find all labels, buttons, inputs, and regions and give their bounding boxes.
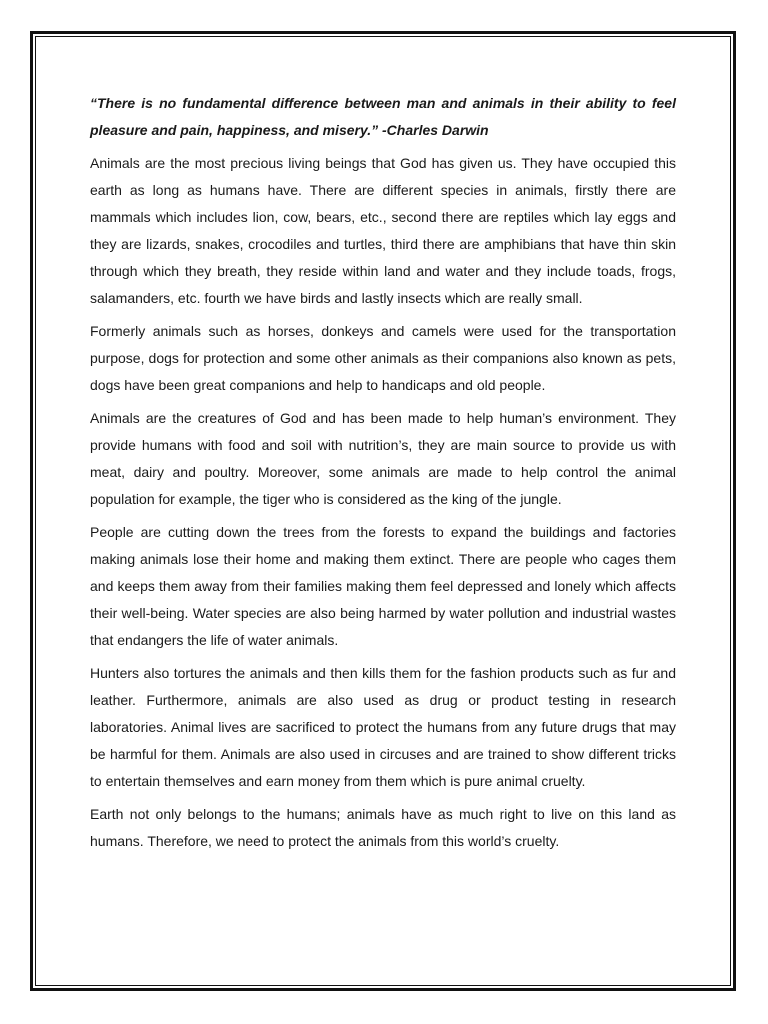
paragraph: People are cutting down the trees from the forests to expand the buildings and factories making animals lose their home and making them extinct. There are people who cages them and keeps them away from their families making them feel depressed and lonely which affects their well-being. Water species are also being harmed by water pollution and industrial wastes that endangers the life of water animals.: [90, 524, 676, 648]
paragraph: Hunters also tortures the animals and then kills them for the fashion products such as fur and leather. Furthermore, animals are also used as drug or product testing in research laboratories. Animal lives are sacrificed to protect the humans from any future drugs that may be harmful for them. Animals are also used in circuses and are trained to show different tricks to entertain themselves and earn money from them which is pure animal cruelty.: [90, 665, 676, 789]
paragraph: Animals are the most precious living beings that God has given us. They have occupied this earth as long as humans have. There are different species in animals, firstly there are mammals which includes lion, cow, bears, etc., second there are reptiles which lay eggs and they are lizards, snakes, crocodiles and turtles, third there are amphibians that have thin skin through which they breath, they reside within land and water and they include toads, frogs, salamanders, etc. fourth we have birds and lastly insects which are really small.: [90, 155, 676, 306]
paragraph: Animals are the creatures of God and has been made to help human’s environment. They provide humans with food and soil with nutrition’s, they are main source to provide us with meat, dairy and poultry. Moreover, some animals are made to help control the animal population for example, the tiger who is considered as the king of the jungle.: [90, 410, 676, 507]
paragraph: Earth not only belongs to the humans; animals have as much right to live on this land as humans. Therefore, we need to protect the animals from this world’s cruelty.: [90, 806, 676, 849]
paragraph: Formerly animals such as horses, donkeys and camels were used for the transportation purpose, dogs for protection and some other animals as their companions also known as pets, dogs have been great companions and help to handicaps and old people.: [90, 323, 676, 393]
document-body: [90, 90, 676, 861]
epigraph-quote: “There is no fundamental difference between man and animals in their ability to feel pleasure and pain, happiness, and misery.” -Charles Darwin: [90, 95, 676, 138]
